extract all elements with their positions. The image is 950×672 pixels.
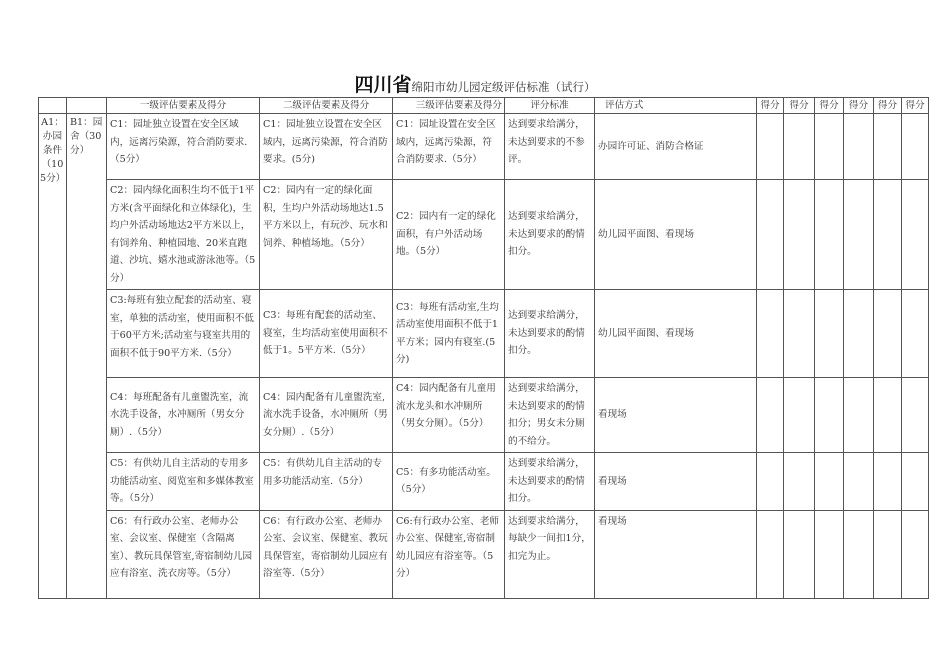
score-cell [784,290,815,378]
header-standard: 评分标准 [505,98,595,114]
score-cell [902,378,929,453]
score-cell [815,378,844,453]
score-cell [757,290,784,378]
score-cell [874,453,902,511]
score-cell [757,114,784,180]
level2-cell: C3：每班有配套的活动室、寝室，生均活动室使用面积不低于1。5平方米.（5分） [260,290,393,378]
header-score: 得分 [844,98,874,114]
level1-cell: C2：园内绿化面积生均不低于1平方米(含平面绿化和立体绿化)，生均户外活动场地达2平方米以上，有饲养角、种植园地、20米直跑道、沙坑、嬉水池或游泳池等。（5分） [107,180,260,290]
score-cell [844,453,874,511]
score-cell [757,180,784,290]
method-cell: 幼儿园平面图、看现场 [595,290,757,378]
score-cell [784,114,815,180]
table-row [39,180,929,290]
score-cell [815,180,844,290]
level3-cell: C5：有多功能活动室。（5分） [393,453,505,511]
score-cell [784,453,815,511]
level3-cell: C3：每班有活动室,生均活动室使用面积不低于1平方米；园内有寝室.(5分) [393,290,505,378]
standard-cell: 达到要求给满分，未达到要求的不参评。 [505,114,595,180]
table-row [39,290,929,378]
level2-cell: C6：有行政办公室、老师办公室、会议室、保健室、教玩具保管室，寄宿制幼儿园应有浴室等.（5分） [260,510,393,598]
standard-cell: 达到要求给满分，未达到要求的酌情扣分；男女未分厕的不给分。 [505,378,595,453]
level2-cell: C1：园址独立设置在安全区域内，远离污染源，符合消防要求。(5分) [260,114,393,180]
score-cell [815,290,844,378]
score-cell [902,510,929,598]
method-cell: 看现场 [595,378,757,453]
level2-cell: C5：有供幼儿自主活动的专用多功能活动室.（5分） [260,453,393,511]
table-row [39,510,929,598]
score-cell [874,290,902,378]
score-cell [844,114,874,180]
table-row [39,453,929,511]
level1-cell: C1：园址独立设置在安全区域内，远离污染源，符合消防要求.（5分） [107,114,260,180]
level3-cell: C6:有行政办公室、老师办公室、保健室,寄宿制幼儿园应有浴室等。（5分） [393,510,505,598]
score-cell [874,114,902,180]
score-cell [874,180,902,290]
level2-cell: C4：园内配备有儿童盥洗室,流水洗手设备，水冲厕所（男女分厕）.（5分） [260,378,393,453]
method-cell: 办园许可证、消防合格证 [595,114,757,180]
score-cell [902,114,929,180]
table-row [39,378,929,453]
category-a-cell: A1：办园条件（105分） [39,114,67,599]
header-score: 得分 [902,98,929,114]
header-col1 [39,98,67,114]
score-cell [874,510,902,598]
header-score: 得分 [815,98,844,114]
evaluation-table [38,97,929,599]
score-cell [902,290,929,378]
header-col2 [67,98,107,114]
score-cell [874,378,902,453]
score-cell [784,510,815,598]
header-row [39,98,929,114]
header-level2: 二级评估要素及得分 [260,98,393,114]
score-cell [902,453,929,511]
title-rest: 绵阳市幼儿园定级评估标准（试行） [411,80,596,94]
header-score: 得分 [784,98,815,114]
level1-cell: C3:每班有独立配套的活动室、寝室，单独的活动室，使用面积不低于60平方米;活动室与寝室共用的面积不低于90平方米.（5分） [107,290,260,378]
score-cell [902,180,929,290]
score-cell [815,453,844,511]
score-cell [784,378,815,453]
category-b-cell: B1：园舍（30分） [67,114,107,599]
level1-cell: C6：有行政办公室、老师办公室、会议室、保健室（含隔离室）、教玩具保管室,寄宿制幼儿园应有浴室、洗衣房等。（5分） [107,510,260,598]
score-cell [844,378,874,453]
page-title [0,70,950,97]
standard-cell: 达到要求给满分，未达到要求的酌情扣分。 [505,290,595,378]
title-province: 四川省 [354,74,412,96]
score-cell [844,510,874,598]
level1-cell: C5：有供幼儿自主活动的专用多功能活动室、阅览室和多媒体教室等。（5分） [107,453,260,511]
header-method: 评估方式 [595,98,757,114]
standard-cell: 达到要求给满分，未达到要求的酌情扣分。 [505,180,595,290]
score-cell [757,453,784,511]
header-score: 得分 [874,98,902,114]
header-level1: 一级评估要素及得分 [107,98,260,114]
score-cell [844,290,874,378]
header-level3: 三级评估要素及得分 [393,98,505,114]
score-cell [757,510,784,598]
score-cell [815,114,844,180]
score-cell [844,180,874,290]
header-score: 得分 [757,98,784,114]
score-cell [784,180,815,290]
standard-cell: 达到要求给满分，未达到要求的酌情扣分。 [505,453,595,511]
level3-cell: C1：园址设置在安全区域内，远离污染源，符合消防要求.（5分） [393,114,505,180]
level3-cell: C4：园内配备有儿童用流水龙头和水冲厕所（男女分厕）。（5分） [393,378,505,453]
level3-cell: C2：园内有一定的绿化面积，有户外活动场地。（5分） [393,180,505,290]
standard-cell: 达到要求给满分，每缺少一间扣1分，扣完为止。 [505,510,595,598]
method-cell: 看现场 [595,510,757,598]
score-cell [757,378,784,453]
level2-cell: C2：园内有一定的绿化面积，生均户外活动场地达1.5平方米以上，有玩沙、玩水和饲养、种植场地。（5分） [260,180,393,290]
method-cell: 看现场 [595,453,757,511]
method-cell: 幼儿园平面图、看现场 [595,180,757,290]
table-row [39,114,929,180]
score-cell [815,510,844,598]
level1-cell: C4：每班配备有儿童盥洗室，流水洗手设备，水冲厕所（男女分厕）.（5分） [107,378,260,453]
